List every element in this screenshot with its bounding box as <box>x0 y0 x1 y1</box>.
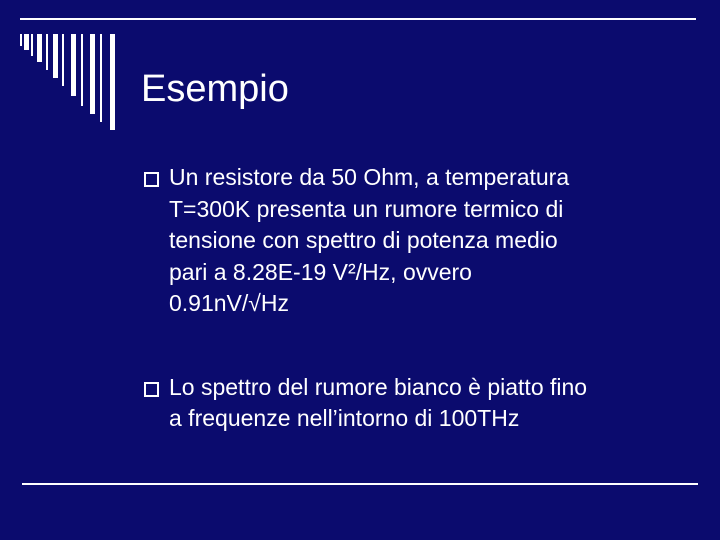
bottom-divider-line <box>22 483 698 485</box>
slide-title: Esempio <box>141 68 289 110</box>
bullet-text-line: T=300K presenta un rumore termico di <box>169 195 564 222</box>
decorative-vertical-bars <box>0 0 130 140</box>
bullet-text-line: pari a 8.28E-19 V²/Hz, ovvero <box>169 258 472 285</box>
bullet-text-line: Un resistore da 50 Ohm, a temperatura <box>169 164 570 190</box>
square-bullet-icon <box>144 172 159 187</box>
bullet-text-line: a frequenze nell’intorno di 100THz <box>169 405 520 431</box>
bullet-text-line: 0.91nV/√Hz <box>169 290 290 316</box>
square-bullet-icon <box>144 382 159 397</box>
bullet-item-thermal-noise <box>144 162 684 320</box>
bullet-text-line: Lo spettro del rumore bianco è piatto fino <box>169 373 588 400</box>
bullet-list <box>144 162 684 435</box>
bullet-text-line: tensione con spettro di potenza medio <box>169 227 558 253</box>
bullet-item-white-noise <box>144 372 684 435</box>
